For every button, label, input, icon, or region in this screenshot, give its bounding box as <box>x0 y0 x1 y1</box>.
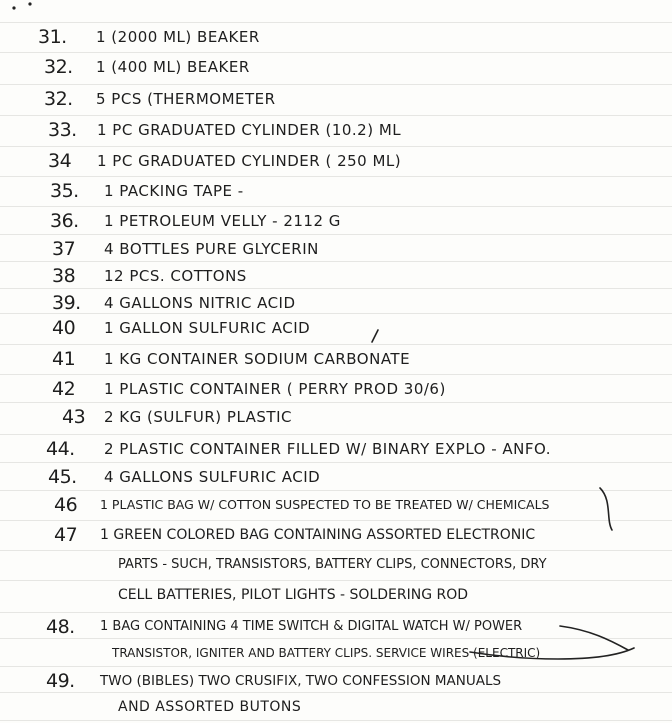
item-text: 1 PC GRADUATED CYLINDER ( 250 ML) <box>97 152 402 170</box>
ruled-line <box>0 462 672 463</box>
item-text: 4 GALLONS SULFURIC ACID <box>104 468 321 486</box>
ruled-line <box>0 22 672 23</box>
item-text: 2 KG (SULFUR) PLASTIC <box>104 408 292 426</box>
item-number: 38 <box>52 265 76 287</box>
item-text: 1 PC GRADUATED CYLINDER (10.2) ML <box>97 121 402 139</box>
item-number: 36. <box>50 210 79 232</box>
item-text: 1 (400 ML) BEAKER <box>96 58 250 76</box>
item-number: 34 <box>48 150 72 172</box>
item-number: 44. <box>46 438 75 460</box>
item-number: 37 <box>52 238 76 260</box>
ruled-line <box>0 434 672 435</box>
item-text: 1 GALLON SULFURIC ACID <box>104 319 311 337</box>
ruled-line <box>0 490 672 491</box>
item-text: 12 PCS. COTTONS <box>104 267 247 285</box>
ruled-line <box>0 344 672 345</box>
item-number: 42 <box>52 378 76 400</box>
ruled-line <box>0 374 672 375</box>
item-number: 43 <box>62 406 86 428</box>
item-text: 1 PLASTIC BAG W/ COTTON SUSPECTED TO BE TREATED W/ CHEMICALS <box>100 497 550 512</box>
item-number: 32. <box>44 88 73 110</box>
ruled-line <box>0 288 672 289</box>
item-text: CELL BATTERIES, PILOT LIGHTS - SOLDERING ROD <box>118 587 469 603</box>
item-text: 1 PACKING TAPE - <box>104 182 244 200</box>
item-text: 5 PCS (THERMOMETER <box>96 90 276 108</box>
ruled-line <box>0 666 672 667</box>
item-text: 1 (2000 ML) BEAKER <box>96 28 260 46</box>
ruled-line <box>0 52 672 53</box>
item-text: 1 BAG CONTAINING 4 TIME SWITCH & DIGITAL WATCH W/ POWER <box>100 619 523 634</box>
ruled-line <box>0 612 672 613</box>
ruled-line <box>0 115 672 116</box>
item-text: TWO (BIBLES) TWO CRUSIFIX, TWO CONFESSION MANUALS <box>100 673 502 689</box>
ruled-line <box>0 402 672 403</box>
item-number: 33. <box>48 119 77 141</box>
ruled-line <box>0 550 672 551</box>
item-text: 4 BOTTLES PURE GLYCERIN <box>104 240 319 258</box>
item-number: 31. <box>38 26 67 48</box>
item-number: 40 <box>52 317 76 339</box>
item-text: PARTS - SUCH, TRANSISTORS, BATTERY CLIPS, CONNECTORS, DRY <box>118 557 547 572</box>
item-number: 32. <box>44 56 73 78</box>
item-text: AND ASSORTED BUTONS <box>118 699 302 715</box>
ruled-line <box>0 520 672 521</box>
item-number: 41 <box>52 348 76 370</box>
ruled-line <box>0 720 672 721</box>
item-text: 1 GREEN COLORED BAG CONTAINING ASSORTED ELECTRONIC <box>100 527 536 543</box>
item-number: 45. <box>48 466 77 488</box>
item-text: 1 PLASTIC CONTAINER ( PERRY PROD 30/6) <box>104 380 446 398</box>
item-number: 46 <box>54 494 78 516</box>
ruled-line <box>0 580 672 581</box>
item-text: 2 PLASTIC CONTAINER FILLED W/ BINARY EXPLO - ANFO. <box>104 440 551 458</box>
item-number: 48. <box>46 616 75 638</box>
item-number: 47 <box>54 524 78 546</box>
item-text: 1 KG CONTAINER SODIUM CARBONATE <box>104 350 411 368</box>
item-text: 1 PETROLEUM VELLY - 2112 G <box>104 212 341 230</box>
ruled-line <box>0 176 672 177</box>
ruled-line <box>0 206 672 207</box>
item-text: TRANSISTOR, IGNITER AND BATTERY CLIPS. SERVICE WIRES (ELECTRIC) <box>112 646 541 660</box>
item-number: 39. <box>52 292 81 314</box>
item-text: 4 GALLONS NITRIC ACID <box>104 294 296 312</box>
item-number: 35. <box>50 180 79 202</box>
ruled-line <box>0 261 672 262</box>
ruled-line <box>0 146 672 147</box>
ruled-line <box>0 313 672 314</box>
ruled-line <box>0 234 672 235</box>
ruled-line <box>0 84 672 85</box>
item-number: 49. <box>46 670 75 692</box>
